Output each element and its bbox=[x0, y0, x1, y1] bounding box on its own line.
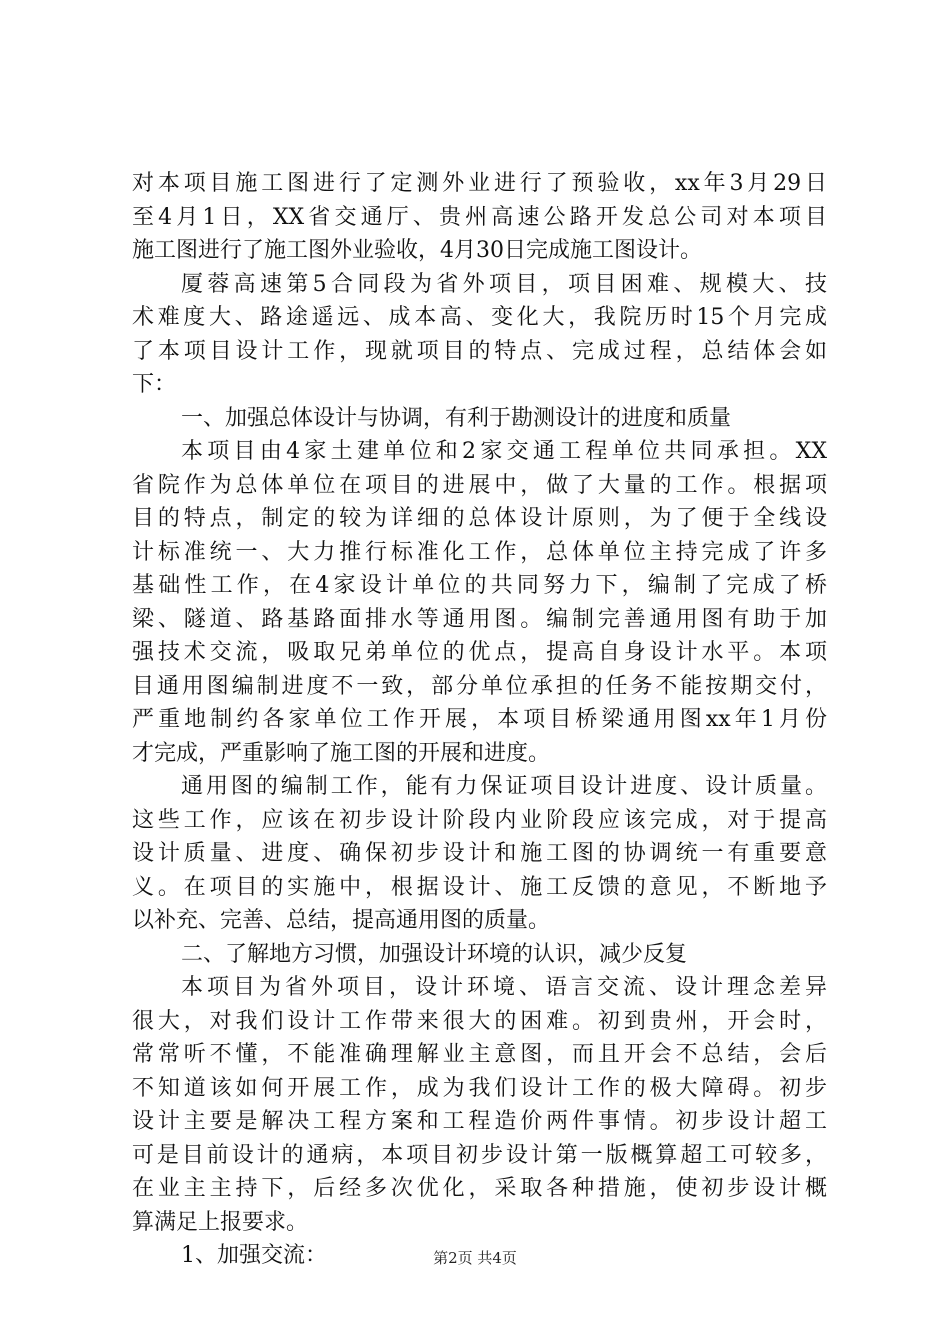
text-line: 施工图进行了施工图外业验收，4月30日完成施工图设计。 bbox=[132, 238, 702, 263]
text-line: 算满足上报要求。 bbox=[132, 1209, 309, 1235]
text-line: 基础性工作，在4家设计单位的共同努力下，编制了完成了桥 bbox=[132, 573, 827, 598]
text-line: 义。在项目的实施中，根据设计、施工反馈的意见，不断地予 bbox=[132, 874, 827, 900]
text-line: 严重地制约各家单位工作开展，本项目桥梁通用图xx年1月份 bbox=[132, 707, 827, 732]
document-body bbox=[132, 167, 827, 1273]
text-line: 不知道该如何开展工作，成为我们设计工作的极大障碍。初步 bbox=[132, 1075, 827, 1101]
text-line: 1、加强交流： bbox=[181, 1243, 327, 1268]
text-line: 通用图的编制工作，能有力保证项目设计进度、设计质量。 bbox=[181, 774, 827, 799]
text-line: 本项目由4家土建单位和2家交通工程单位共同承担。XX bbox=[181, 439, 827, 464]
text-line: 省院作为总体单位在项目的进展中，做了大量的工作。根据项 bbox=[132, 472, 827, 498]
text-line: 对本项目施工图进行了定测外业进行了预验收，xx年3月29日 bbox=[132, 171, 827, 196]
text-line: 二、了解地方习惯，加强设计环境的认识，减少反复 bbox=[181, 941, 688, 967]
text-line: 计标准统一、大力推行标准化工作，总体单位主持完成了许多 bbox=[132, 539, 827, 565]
text-line: 在业主主持下，后经多次优化，采取各种措施，使初步设计概 bbox=[132, 1176, 827, 1201]
text-line: 本项目为省外项目，设计环境、语言交流、设计理念差异 bbox=[181, 975, 827, 1000]
text-line: 以补充、完善、总结，提高通用图的质量。 bbox=[132, 908, 551, 933]
text-line: 才完成，严重影响了施工图的开展和进度。 bbox=[132, 740, 551, 766]
text-line: 设计主要是解决工程方案和工程造价两件事情。初步设计超工 bbox=[132, 1109, 827, 1134]
text-line: 了本项目设计工作，现就项目的特点、完成过程，总结体会如 bbox=[132, 338, 827, 364]
text-line: 可是目前设计的通病，本项目初步设计第一版概算超工可较多， bbox=[132, 1142, 827, 1168]
text-line: 常常听不懂，不能准确理解业主意图，而且开会不总结，会后 bbox=[132, 1042, 827, 1067]
text-line: 至4月1日，XX省交通厅、贵州高速公路开发总公司对本项目 bbox=[132, 204, 827, 230]
text-line: 厦蓉高速第5合同段为省外项目，项目困难、规模大、技 bbox=[181, 271, 827, 297]
text-line: 下： bbox=[132, 372, 177, 397]
text-line: 这些工作，应该在初步设计阶段内业阶段应该完成，对于提高 bbox=[132, 807, 827, 833]
page-footer: 第2页 共4页 bbox=[433, 1249, 517, 1267]
text-line: 很大，对我们设计工作带来很大的困难。初到贵州，开会时， bbox=[132, 1008, 827, 1034]
text-line: 强技术交流，吸取兄弟单位的优点，提高自身设计水平。本项 bbox=[132, 640, 827, 665]
text-line: 一、加强总体设计与协调，有利于勘测设计的进度和质量 bbox=[181, 405, 732, 431]
text-line: 目的特点，制定的较为详细的总体设计原则，为了便于全线设 bbox=[132, 506, 827, 531]
text-line: 梁、隧道、路基路面排水等通用图。编制完善通用图有助于加 bbox=[132, 606, 827, 632]
text-line: 术难度大、路途遥远、成本高、变化大，我院历时15个月完成 bbox=[132, 305, 827, 330]
text-line: 设计质量、进度、确保初步设计和施工图的协调统一有重要意 bbox=[132, 841, 827, 866]
text-line: 目通用图编制进度不一致，部分单位承担的任务不能按期交付， bbox=[132, 673, 827, 699]
